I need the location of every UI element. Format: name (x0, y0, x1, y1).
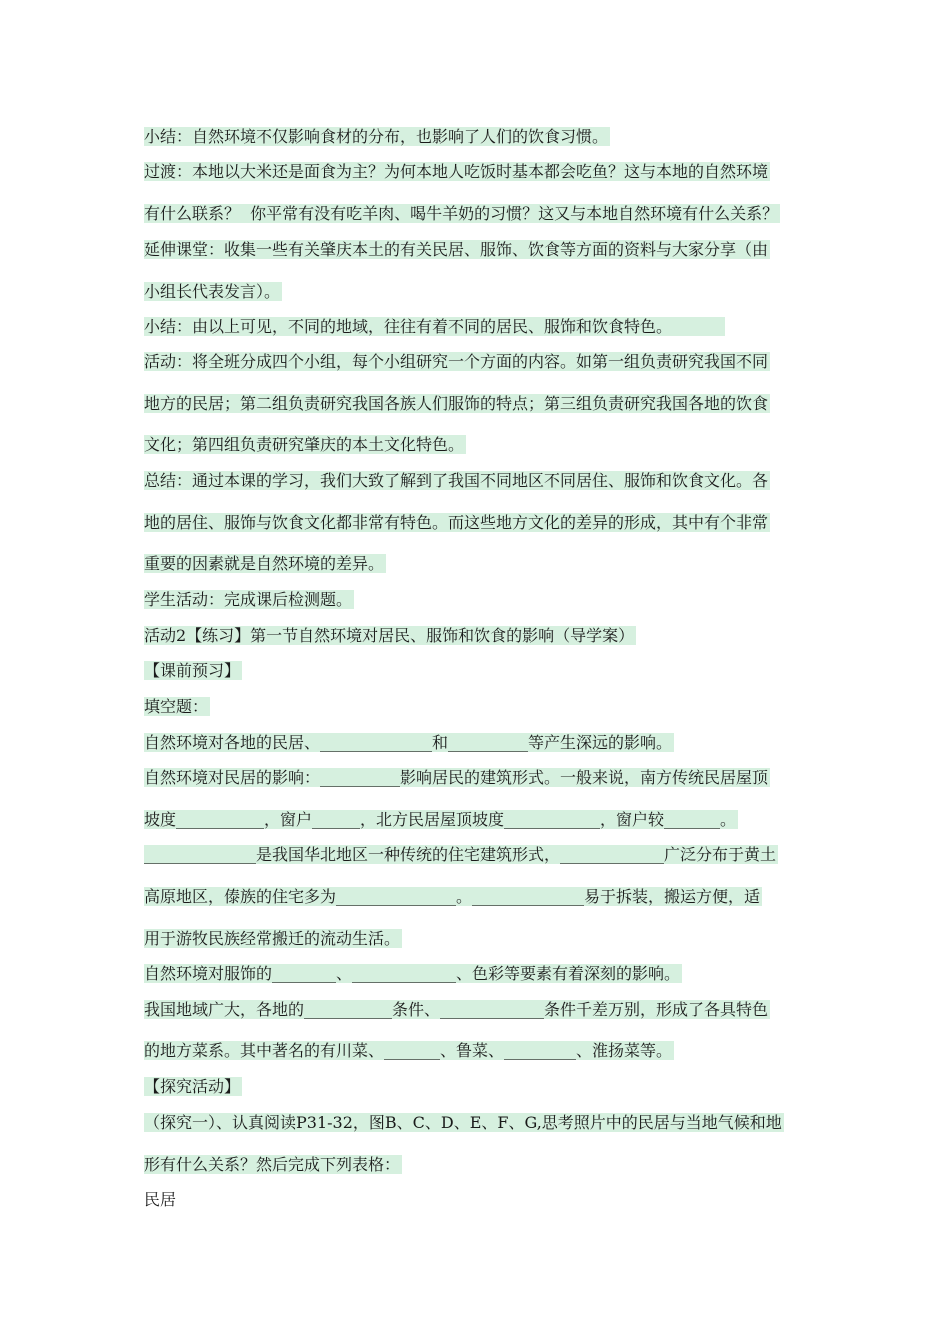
text-line: （探究一）、认真阅读P31-32，图B、C、D、E、F、G,思考照片中的民居与当地气候和地 (144, 1113, 782, 1132)
text-line: 地方的民居；第二组负责研究我国各族人们服饰的特点；第三组负责研究我国各地的饮食 (144, 394, 769, 413)
text-line: 小结：自然环境不仅影响食材的分布，也影响了人们的饮食习惯。 (144, 127, 609, 146)
fill-blank-line: 自然环境对各地的民居、______________和__________等产生深远的影响。 (144, 733, 673, 752)
fill-blank-line: 坡度___________，窗户______，北方民居屋顶坡度____________，窗户较_______。 (144, 810, 737, 829)
text-line: 延伸课堂：收集一些有关肇庆本土的有关民居、服饰、饮食等方面的资料与大家分享（由 (144, 240, 769, 259)
text-line: 小组长代表发言）。 (144, 282, 281, 301)
activity-heading: 活动2【练习】第一节自然环境对居民、服饰和饮食的影响（导学案） (144, 626, 635, 645)
fill-blank-line: 我国地域广大，各地的___________条件、_____________条件千差万别，形成了各具特色 (144, 1000, 769, 1019)
fill-blank-line: 高原地区，傣族的住宅多为_______________。______________易于拆装，搬运方便，适 (144, 887, 761, 906)
text-line: 有什么联系？ 你平常有没有吃羊肉、喝牛羊奶的习惯？这又与本地自然环境有什么关系？ (144, 204, 779, 223)
text-line: 形有什么关系？然后完成下列表格： (144, 1155, 401, 1174)
fill-blank-line: 自然环境对服饰的________、_____________、色彩等要素有着深刻的影响。 (144, 964, 681, 983)
text-line: 地的居住、服饰与饮食文化都非常有特色。而这些地方文化的差异的形成，其中有个非常 (144, 513, 769, 532)
text-line: 用于游牧民族经常搬迁的流动生活。 (144, 929, 401, 948)
text-line: 总结：通过本课的学习，我们大致了解到了我国不同地区不同居住、服饰和饮食文化。各 (144, 471, 769, 490)
text-line: 填空题： (144, 697, 209, 716)
fill-blank-line: ______________是我国华北地区一种传统的住宅建筑形式，_____________广泛分布于黄土 (144, 845, 777, 864)
fill-blank-line: 的地方菜系。其中著名的有川菜、_______、鲁菜、_________、淮扬菜等。 (144, 1041, 673, 1060)
text-line: 文化；第四组负责研究肇庆的本土文化特色。 (144, 435, 465, 454)
section-heading: 【探究活动】 (144, 1077, 241, 1096)
text-line: 学生活动：完成课后检测题。 (144, 590, 353, 609)
text-line: 过渡：本地以大米还是面食为主？为何本地人吃饭时基本都会吃鱼？这与本地的自然环境 (144, 162, 769, 181)
text-line: 重要的因素就是自然环境的差异。 (144, 554, 385, 573)
text-line: 小结：由以上可见，不同的地域，往往有着不同的居民、服饰和饮食特色。 (144, 317, 723, 336)
section-heading: 【课前预习】 (144, 661, 241, 680)
fill-blank-line: 自然环境对民居的影响：__________影响居民的建筑形式。一般来说，南方传统民居屋顶 (144, 768, 769, 787)
text-line: 活动：将全班分成四个小组，每个小组研究一个方面的内容。如第一组负责研究我国不同 (144, 352, 769, 371)
table-caption: 民居 (144, 1190, 177, 1209)
